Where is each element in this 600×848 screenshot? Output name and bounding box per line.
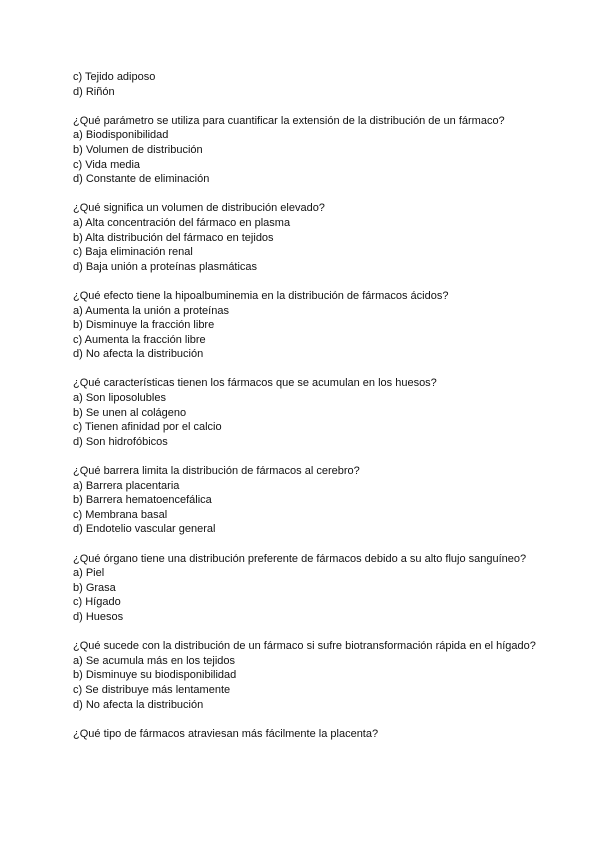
question-block xyxy=(73,376,543,449)
option: a) Se acumula más en los tejidos xyxy=(73,654,236,667)
option: b) Barrera hematoencefálica xyxy=(73,494,212,507)
option: a) Biodisponibilidad xyxy=(73,129,169,142)
question-text: ¿Qué sucede con la distribución de un fármaco si sufre biotransformación rápida en el hígado? xyxy=(73,640,536,653)
option: d) No afecta la distribución xyxy=(73,698,204,711)
option: c) Tienen afinidad por el calcio xyxy=(73,421,222,434)
question-text: ¿Qué significa un volumen de distribución elevado? xyxy=(73,202,325,215)
option: d) Huesos xyxy=(73,610,124,623)
intro-options xyxy=(73,70,543,99)
option: c) Aumenta la fracción libre xyxy=(73,333,206,346)
question-block xyxy=(73,201,543,274)
option: d) No afecta la distribución xyxy=(73,348,204,361)
question-text: ¿Qué barrera limita la distribución de fármacos al cerebro? xyxy=(73,465,360,478)
option: c) Membrana basal xyxy=(73,508,168,521)
option: d) Constante de eliminación xyxy=(73,173,210,186)
question-block xyxy=(73,289,543,362)
option: b) Se unen al colágeno xyxy=(73,406,187,419)
question-block xyxy=(73,727,543,742)
option: a) Barrera placentaria xyxy=(73,479,180,492)
question-block xyxy=(73,464,543,537)
option: a) Alta concentración del fármaco en plasma xyxy=(73,216,291,229)
question-text: ¿Qué características tienen los fármacos que se acumulan en los huesos? xyxy=(73,377,437,390)
question-text: ¿Qué parámetro se utiliza para cuantificar la extensión de la distribución de un fármaco? xyxy=(73,114,505,127)
option: b) Disminuye su biodisponibilidad xyxy=(73,669,237,682)
option: b) Disminuye la fracción libre xyxy=(73,319,215,332)
document-page xyxy=(73,70,543,741)
option: b) Alta distribución del fármaco en tejidos xyxy=(73,231,274,244)
question-block xyxy=(73,639,543,712)
option: a) Aumenta la unión a proteínas xyxy=(73,304,229,317)
option: c) Hígado xyxy=(73,596,121,609)
option: c) Baja eliminación renal xyxy=(73,246,193,259)
option: a) Piel xyxy=(73,567,105,580)
question-text: ¿Qué órgano tiene una distribución preferente de fármacos debido a su alto flujo sanguíneo? xyxy=(73,552,527,565)
question-text: ¿Qué tipo de fármacos atraviesan más fácilmente la placenta? xyxy=(73,727,379,740)
option: d) Baja unión a proteínas plasmáticas xyxy=(73,260,258,273)
option: b) Volumen de distribución xyxy=(73,143,203,156)
option: b) Grasa xyxy=(73,581,116,594)
question-text: ¿Qué efecto tiene la hipoalbuminemia en la distribución de fármacos ácidos? xyxy=(73,289,449,302)
question-block xyxy=(73,552,543,625)
option: c) Tejido adiposo xyxy=(73,71,156,83)
question-block xyxy=(73,114,543,187)
option: a) Son liposolubles xyxy=(73,392,166,405)
option: c) Se distribuye más lentamente xyxy=(73,683,231,696)
option: d) Endotelio vascular general xyxy=(73,523,216,536)
option: d) Son hidrofóbicos xyxy=(73,435,168,448)
option: c) Vida media xyxy=(73,158,141,171)
option: d) Riñón xyxy=(73,85,115,98)
